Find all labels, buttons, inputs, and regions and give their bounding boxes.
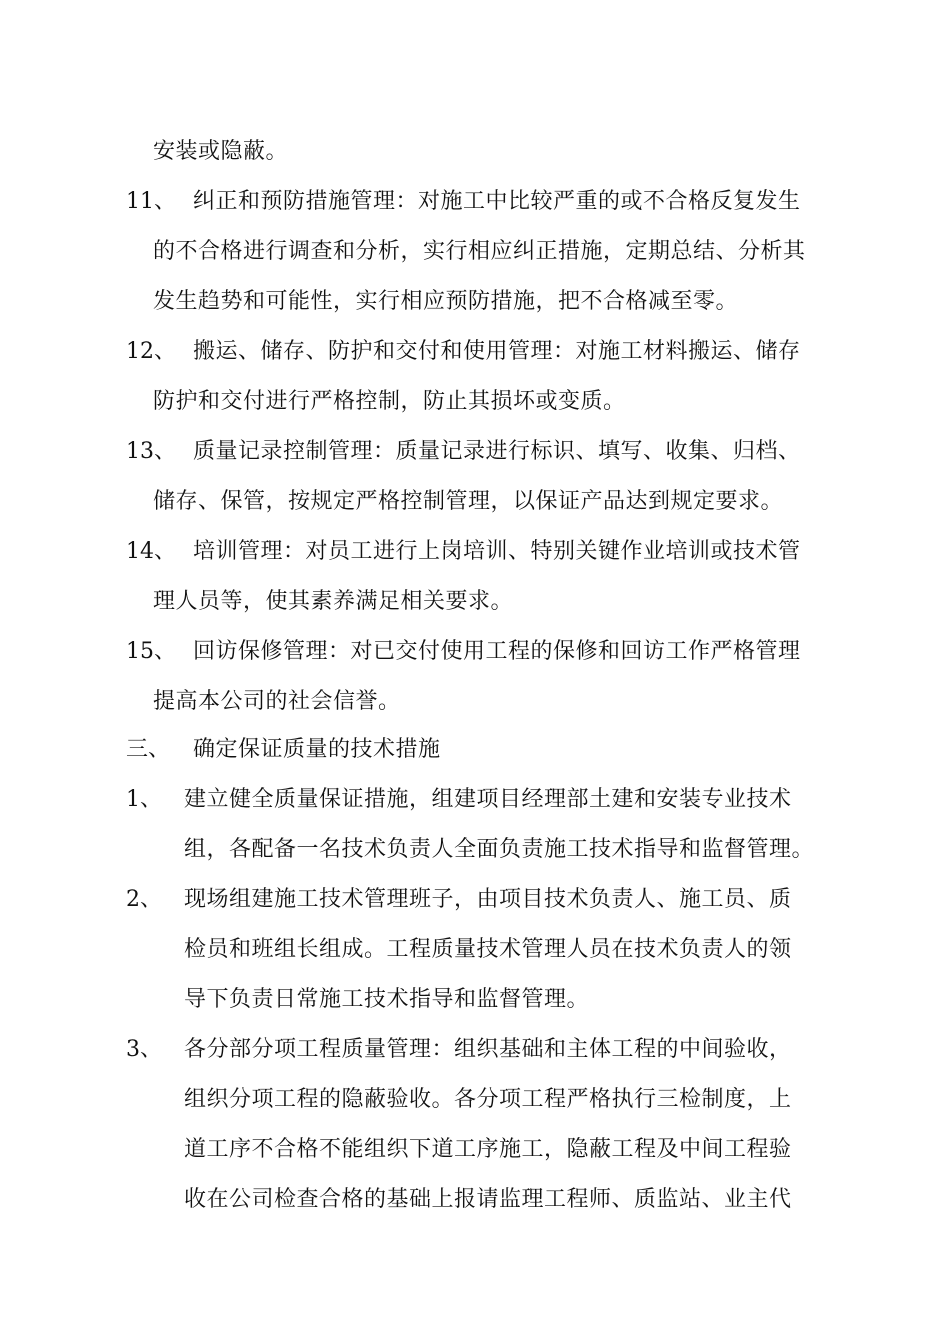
item-number: 2、 xyxy=(126,887,162,912)
text-line: 建立健全质量保证措施，组建项目经理部土建和安装专业技术 xyxy=(184,787,792,812)
text-line: 培训管理：对员工进行上岗培训、特别关键作业培训或技术管 xyxy=(193,539,801,564)
text-line: 搬运、储存、防护和交付和使用管理：对施工材料搬运、储存 xyxy=(193,339,801,364)
text-line: 导下负责日常施工技术指导和监督管理。 xyxy=(184,987,590,1012)
text-line: 道工序不合格不能组织下道工序施工，隐蔽工程及中间工程验 xyxy=(184,1137,792,1162)
text-line: 的不合格进行调查和分析，实行相应纠正措施，定期总结、分析其 xyxy=(153,239,806,264)
section-heading: 确定保证质量的技术措施 xyxy=(193,737,441,762)
item-number: 14、 xyxy=(126,539,176,564)
text-line: 各分部分项工程质量管理：组织基础和主体工程的中间验收， xyxy=(184,1037,792,1062)
item-number: 12、 xyxy=(126,339,176,364)
text-line: 收在公司检查合格的基础上报请监理工程师、质监站、业主代 xyxy=(184,1187,792,1212)
text-line: 回访保修管理：对已交付使用工程的保修和回访工作严格管理 xyxy=(193,639,801,664)
text-line: 提高本公司的社会信誉。 xyxy=(153,689,401,714)
text-line: 储存、保管，按规定严格控制管理，以保证产品达到规定要求。 xyxy=(153,489,784,514)
text-line: 组织分项工程的隐蔽验收。各分项工程严格执行三检制度，上 xyxy=(184,1087,792,1112)
item-number: 3、 xyxy=(126,1037,162,1062)
text-line: 检员和班组长组成。工程质量技术管理人员在技术负责人的领 xyxy=(184,937,792,962)
item-number: 13、 xyxy=(126,439,176,464)
text-line: 安装或隐蔽。 xyxy=(153,139,289,164)
text-line: 组，各配备一名技术负责人全面负责施工技术指导和监督管理。 xyxy=(184,837,815,862)
text-line: 纠正和预防措施管理：对施工中比较严重的或不合格反复发生 xyxy=(193,189,801,214)
item-number: 1、 xyxy=(126,787,162,812)
text-line: 防护和交付进行严格控制，防止其损坏或变质。 xyxy=(153,389,626,414)
text-line: 发生趋势和可能性，实行相应预防措施，把不合格减至零。 xyxy=(153,289,739,314)
section-number: 三、 xyxy=(126,737,171,762)
text-line: 现场组建施工技术管理班子，由项目技术负责人、施工员、质 xyxy=(184,887,792,912)
item-number: 11、 xyxy=(126,189,176,214)
text-line: 质量记录控制管理：质量记录进行标识、填写、收集、归档、 xyxy=(193,439,801,464)
text-line: 理人员等，使其素养满足相关要求。 xyxy=(153,589,514,614)
item-number: 15、 xyxy=(126,639,176,664)
